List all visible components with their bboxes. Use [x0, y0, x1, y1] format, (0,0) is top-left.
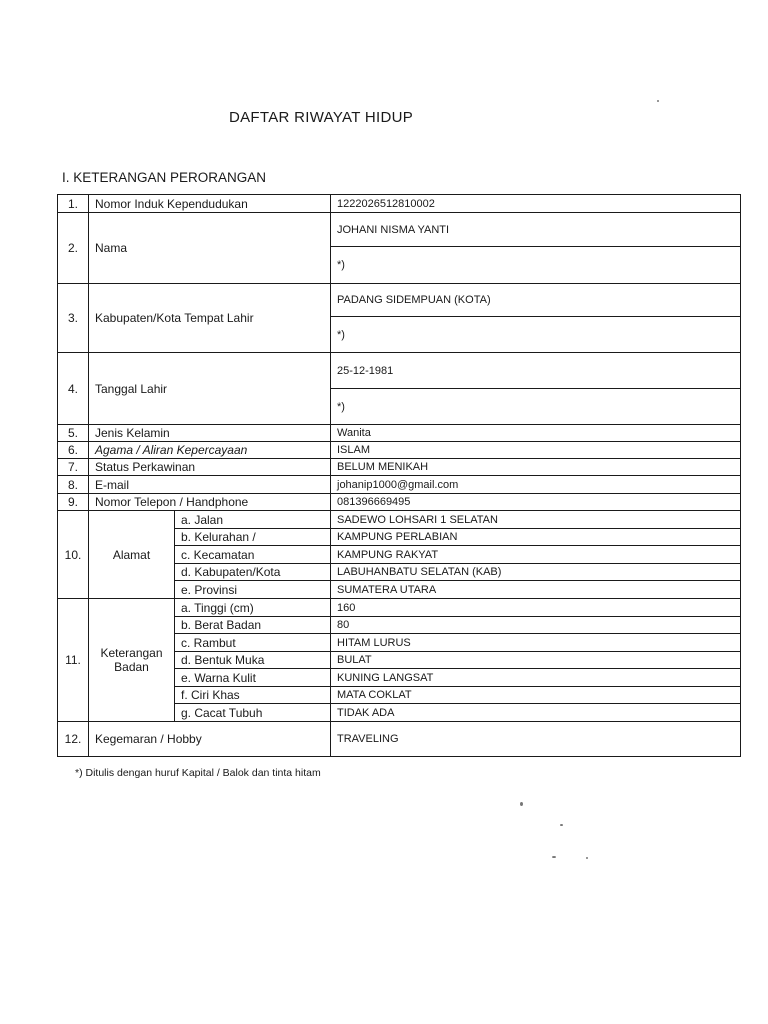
- subfield-label: e. Provinsi: [175, 581, 331, 599]
- table-row: [58, 195, 741, 213]
- subfield-value: HITAM LURUS: [331, 634, 741, 652]
- subfield-value: SADEWO LOHSARI 1 SELATAN: [331, 511, 741, 529]
- scan-speck: [657, 100, 659, 102]
- row-number: 1.: [58, 195, 89, 213]
- subfield-label: d. Kabupaten/Kota: [175, 564, 331, 581]
- subfield-label: d. Bentuk Muka: [175, 652, 331, 669]
- field-value: ISLAM: [331, 442, 741, 459]
- field-label: Agama / Aliran Kepercayaan: [89, 442, 331, 459]
- field-label: Status Perkawinan: [89, 459, 331, 476]
- field-label: Kabupaten/Kota Tempat Lahir: [89, 284, 331, 353]
- table-row: [58, 494, 741, 511]
- table-row: [58, 459, 741, 476]
- scan-speck: [560, 824, 563, 826]
- footnote: *) Ditulis dengan huruf Kapital / Balok dan tinta hitam: [75, 767, 321, 779]
- subfield-label: g. Cacat Tubuh: [175, 704, 331, 722]
- row-number: 7.: [58, 459, 89, 476]
- field-value: PADANG SIDEMPUAN (KOTA): [331, 284, 741, 317]
- subfield-value: SUMATERA UTARA: [331, 581, 741, 599]
- field-label: E-mail: [89, 476, 331, 494]
- row-number: 11.: [58, 599, 89, 722]
- scan-speck: [552, 856, 556, 858]
- field-label-line: Keterangan: [100, 646, 163, 660]
- section-heading: I. KETERANGAN PERORANGAN: [62, 170, 267, 185]
- subfield-value: KUNING LANGSAT: [331, 669, 741, 687]
- field-label: Nama: [89, 213, 331, 284]
- scan-speck: [586, 857, 588, 859]
- field-value: johanip1000@gmail.com: [331, 476, 741, 494]
- field-label: Alamat: [89, 511, 175, 599]
- row-number: 2.: [58, 213, 89, 284]
- subfield-value: KAMPUNG RAKYAT: [331, 546, 741, 564]
- row-number: 6.: [58, 442, 89, 459]
- field-label: Nomor Telepon / Handphone: [89, 494, 331, 511]
- subfield-value: BULAT: [331, 652, 741, 669]
- field-label: Kegemaran / Hobby: [89, 722, 331, 757]
- subfield-label: c. Rambut: [175, 634, 331, 652]
- row-number: 4.: [58, 353, 89, 425]
- field-label: Nomor Induk Kependudukan: [89, 195, 331, 213]
- table-row: [58, 284, 741, 317]
- table-row: [58, 442, 741, 459]
- subfield-value: 160: [331, 599, 741, 617]
- field-value: TRAVELING: [331, 722, 741, 757]
- table-row: [58, 353, 741, 389]
- field-value: Wanita: [331, 425, 741, 442]
- field-value: 25-12-1981: [331, 353, 741, 389]
- subfield-label: c. Kecamatan: [175, 546, 331, 564]
- subfield-value: LABUHANBATU SELATAN (KAB): [331, 564, 741, 581]
- subfield-value: MATA COKLAT: [331, 687, 741, 704]
- row-number: 3.: [58, 284, 89, 353]
- subfield-label: f. Ciri Khas: [175, 687, 331, 704]
- table-row: [58, 722, 741, 757]
- row-number: 10.: [58, 511, 89, 599]
- table-row: [58, 599, 741, 617]
- field-value: JOHANI NISMA YANTI: [331, 213, 741, 247]
- field-value: BELUM MENIKAH: [331, 459, 741, 476]
- row-number: 5.: [58, 425, 89, 442]
- field-label-line: Badan: [114, 660, 149, 674]
- field-note: *): [331, 389, 741, 425]
- field-note: *): [331, 317, 741, 353]
- table-row: [58, 425, 741, 442]
- personal-info-table: [57, 194, 741, 757]
- subfield-label: a. Tinggi (cm): [175, 599, 331, 617]
- document-title: DAFTAR RIWAYAT HIDUP: [228, 109, 414, 126]
- subfield-value: KAMPUNG PERLABIAN: [331, 529, 741, 546]
- subfield-label: a. Jalan: [175, 511, 331, 529]
- field-value: 081396669495: [331, 494, 741, 511]
- field-value: 1222026512810002: [331, 195, 741, 213]
- subfield-value: 80: [331, 617, 741, 634]
- field-label: Tanggal Lahir: [89, 353, 331, 425]
- subfield-label: b. Kelurahan /: [175, 529, 331, 546]
- table-row: [58, 213, 741, 247]
- table-row: [58, 511, 741, 529]
- subfield-label: e. Warna Kulit: [175, 669, 331, 687]
- row-number: 12.: [58, 722, 89, 757]
- row-number: 8.: [58, 476, 89, 494]
- subfield-label: b. Berat Badan: [175, 617, 331, 634]
- field-label: Jenis Kelamin: [89, 425, 331, 442]
- table-row: [58, 476, 741, 494]
- row-number: 9.: [58, 494, 89, 511]
- scan-speck: [520, 802, 523, 806]
- field-label: [89, 599, 175, 722]
- subfield-value: TIDAK ADA: [331, 704, 741, 722]
- field-note: *): [331, 247, 741, 284]
